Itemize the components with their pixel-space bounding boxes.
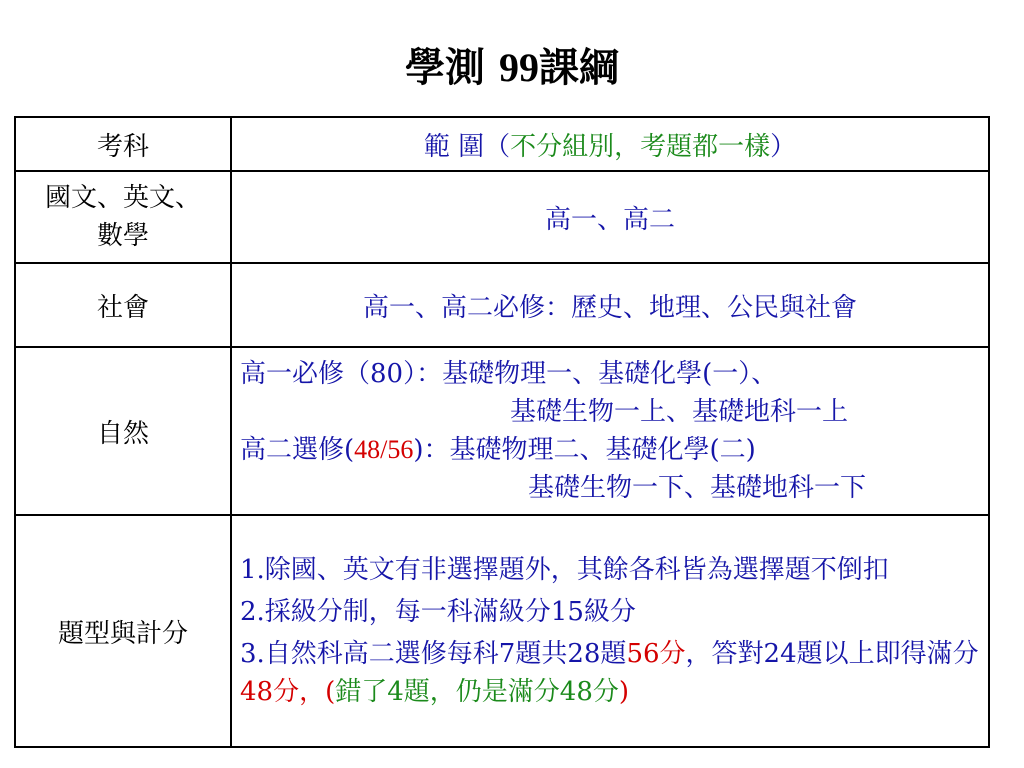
header-subject: 考科 bbox=[15, 117, 231, 171]
title-main: 學測 bbox=[405, 44, 486, 91]
science-line-3-pre: 高二選修( bbox=[240, 435, 355, 465]
row-subject: 社會 bbox=[15, 263, 231, 347]
header-range-open: （ bbox=[484, 131, 511, 162]
header-range bbox=[231, 117, 989, 171]
scoring-item-3 bbox=[240, 635, 980, 711]
row-subject: 國文、英文、數學 bbox=[15, 171, 231, 263]
scoring-item-3-red2: 48分，( bbox=[240, 677, 336, 707]
science-line-4: 基礎生物一下、基礎地科一下 bbox=[528, 473, 867, 503]
scoring-item-3-green: 錯了4題，仍是滿分48分 bbox=[335, 677, 619, 707]
title-number: 99 bbox=[498, 45, 539, 90]
page-title bbox=[0, 38, 1024, 98]
scoring-item-3-mid: ，答對24題以上即得滿分 bbox=[685, 639, 979, 669]
table-row bbox=[15, 515, 989, 747]
syllabus-table bbox=[14, 116, 990, 748]
scoring-item-3-pre: 3.自然科高二選修每科7題共28題 bbox=[240, 639, 627, 669]
scoring-item-3-red3: ) bbox=[618, 677, 630, 707]
row-subject: 題型與計分 bbox=[15, 515, 231, 747]
scoring-item-3-red1: 56分 bbox=[626, 639, 686, 669]
row-range: 高一、高二 bbox=[231, 171, 989, 263]
scoring-item-2: 2.採級分制，每一科滿級分15級分 bbox=[240, 597, 636, 627]
scoring-item-1: 1.除國、英文有非選擇題外，其餘各科皆為選擇題不倒扣 bbox=[240, 555, 889, 585]
table-row bbox=[15, 347, 989, 515]
row-range bbox=[231, 347, 989, 515]
science-line-1: 高一必修（80）：基礎物理一、基礎化學(一）、 bbox=[240, 359, 778, 389]
science-line-3-post: )：基礎物理二、基礎化學(二) bbox=[413, 435, 756, 465]
title-suffix: 課綱 bbox=[538, 44, 619, 91]
science-line-3 bbox=[240, 431, 980, 469]
science-line-2: 基礎生物一上、基礎地科一上 bbox=[510, 397, 849, 427]
header-range-note: 不分組別，考題都一樣 bbox=[510, 131, 771, 162]
row-subject: 自然 bbox=[15, 347, 231, 515]
science-line-3-red: 48/56 bbox=[354, 435, 414, 464]
row-range bbox=[231, 515, 989, 747]
table-row bbox=[15, 263, 989, 347]
table-header-row bbox=[15, 117, 989, 171]
header-range-label: 範 圍 bbox=[423, 131, 485, 162]
table-row bbox=[15, 171, 989, 263]
header-range-close: ） bbox=[770, 131, 797, 162]
row-range: 高一、高二必修：歷史、地理、公民與社會 bbox=[231, 263, 989, 347]
